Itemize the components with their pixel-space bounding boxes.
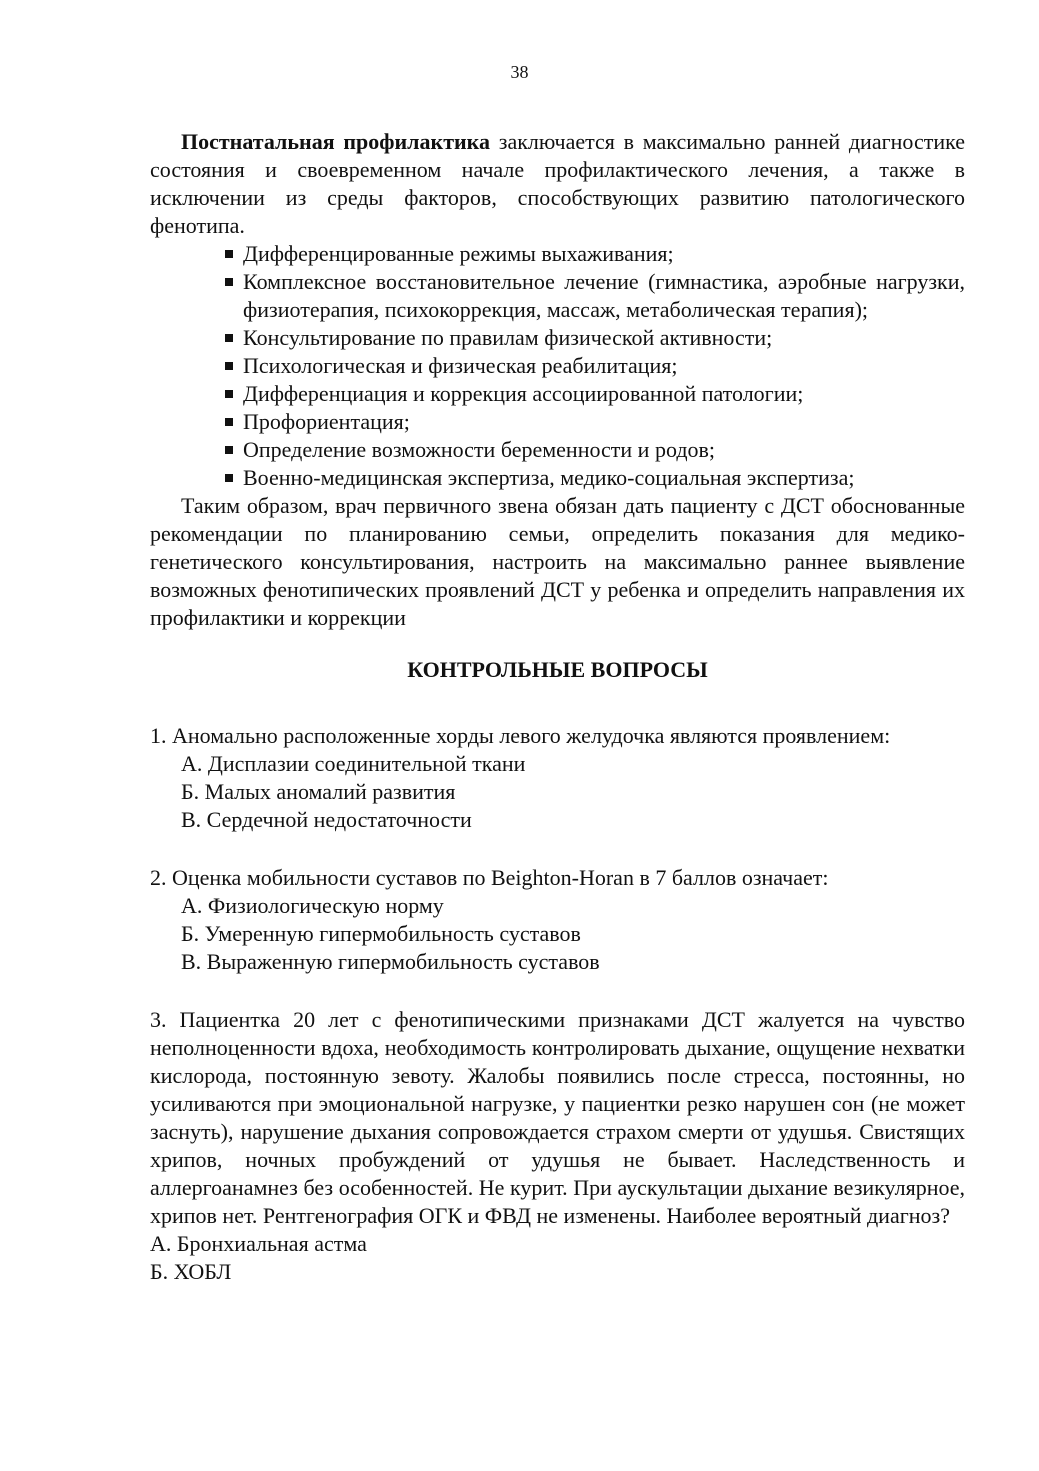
- page-number: 38: [510, 62, 529, 82]
- question-text: 2. Оценка мобильности суставов по Beighton-Horan в 7 баллов означает:: [150, 865, 829, 890]
- conclusion-paragraph: Таким образом, врач первичного звена обязан дать пациенту с ДСТ обоснованные рекомендации по планированию семьи, определить показания для медико-генетического консультирования, настроить на максимально раннее выявление возможных фенотипических проявлений ДСТ у ребенка и определить направления их профилактики и коррекции: [150, 493, 965, 630]
- list-item: Комплексное восстановительное лечение (гимнастика, аэробные нагрузки, физиотерапия, психокоррекция, массаж, метаболическая терапия);: [243, 269, 965, 322]
- answer-option: В. Сердечной недостаточности: [181, 807, 472, 832]
- answer-options: [150, 1230, 965, 1286]
- section-title: КОНТРОЛЬНЫЕ ВОПРОСЫ: [407, 657, 708, 682]
- question-2: [150, 864, 965, 976]
- answer-option: Б. Малых аномалий развития: [181, 779, 456, 804]
- answer-option: А. Дисплазии соединительной ткани: [181, 751, 526, 776]
- page-content: [150, 128, 965, 1286]
- prevention-list: [150, 240, 965, 492]
- list-item: Дифференцированные режимы выхаживания;: [243, 240, 965, 268]
- list-item: Военно-медицинская экспертиза, медико-социальная экспертиза;: [243, 464, 965, 492]
- list-item: Дифференциация и коррекция ассоциированной патологии;: [243, 380, 965, 408]
- question-text: 3. Пациентка 20 лет с фенотипическими признаками ДСТ жалуется на чувство неполноценности вдоха, необходимость контролировать дыхание, ощущение нехватки кислорода, постоянную зевоту. Жалобы появились после стресса, постоянны, но усиливаются при эмоциональной нагрузке, у пациентки резко нарушен сон (не может заснуть), нарушение дыхания сопровождается страхом смерти от удушья. Свистящих хрипов, ночных пробуждений от удушья не бывает. Наследственность и аллергоанамнез без особенностей. Не курит. При аускультации дыхание везикулярное, хрипов нет. Рентгенография ОГК и ФВД не изменены. Наиболее вероятный диагноз?: [150, 1007, 965, 1228]
- question-1: [150, 722, 965, 834]
- answer-options: [150, 892, 965, 976]
- answer-option: Б. ХОБЛ: [150, 1259, 232, 1284]
- answer-option: В. Выраженную гипермобильность суставов: [181, 949, 600, 974]
- intro-text: заключается в максимально ранней диагностике состояния и своевременном начале профилактического лечения, а также в исключении из среды факторов, способствующих развитию патологического фенотипа.: [150, 129, 966, 238]
- intro-paragraph: [150, 128, 965, 240]
- list-item: Консультирование по правилам физической активности;: [243, 324, 965, 352]
- list-item: Профориентация;: [243, 408, 965, 436]
- list-item: Определение возможности беременности и родов;: [243, 436, 965, 464]
- answer-option: Б. Умеренную гипермобильность суставов: [181, 921, 581, 946]
- answer-option: А. Физиологическую норму: [181, 893, 444, 918]
- intro-bold-term: Постнатальная профилактика: [181, 129, 491, 154]
- answer-options: [150, 750, 965, 834]
- list-item: Психологическая и физическая реабилитация;: [243, 352, 965, 380]
- question-3: [150, 1006, 965, 1286]
- question-text: 1. Аномально расположенные хорды левого желудочка являются проявлением:: [150, 723, 891, 748]
- answer-option: А. Бронхиальная астма: [150, 1231, 367, 1256]
